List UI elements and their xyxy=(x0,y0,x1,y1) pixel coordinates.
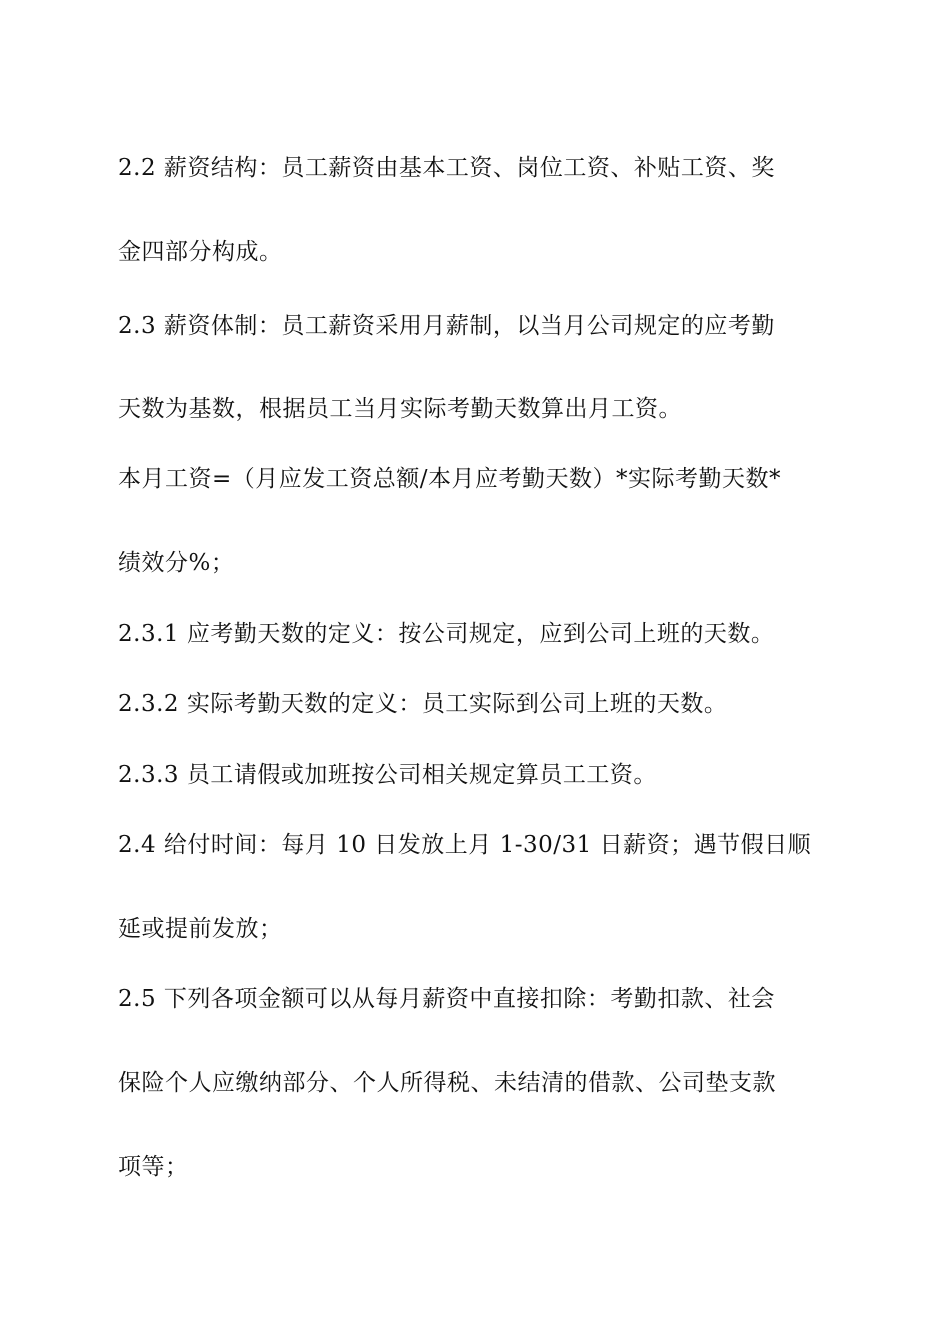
salary-formula-line-2: 绩效分%； xyxy=(118,550,235,576)
clause-2-2-line-1: 2.2 薪资结构：员工薪资由基本工资、岗位工资、补贴工资、奖 xyxy=(118,155,775,181)
clause-2-5-line-1: 2.5 下列各项金额可以从每月薪资中直接扣除：考勤扣款、社会 xyxy=(118,986,775,1012)
clause-2-3-1: 2.3.1 应考勤天数的定义：按公司规定，应到公司上班的天数。 xyxy=(118,621,775,647)
clause-2-3-2: 2.3.2 实际考勤天数的定义：员工实际到公司上班的天数。 xyxy=(118,691,728,717)
clause-2-5-line-3: 项等； xyxy=(118,1154,189,1180)
clause-2-4-line-2: 延或提前发放； xyxy=(118,916,283,942)
clause-2-4-line-1: 2.4 给付时间：每月 10 日发放上月 1-30/31 日薪资；遇节假日顺 xyxy=(118,832,812,858)
clause-2-3-line-2: 天数为基数，根据员工当月实际考勤天数算出月工资。 xyxy=(118,396,682,422)
clause-2-3-3: 2.3.3 员工请假或加班按公司相关规定算员工工资。 xyxy=(118,762,657,788)
clause-2-2-line-2: 金四部分构成。 xyxy=(118,239,283,265)
salary-formula-line-1: 本月工资=（月应发工资总额/本月应考勤天数）*实际考勤天数* xyxy=(118,466,782,492)
clause-2-5-line-2: 保险个人应缴纳部分、个人所得税、未结清的借款、公司垫支款 xyxy=(118,1070,776,1096)
clause-2-3-line-1: 2.3 薪资体制：员工薪资采用月薪制，以当月公司规定的应考勤 xyxy=(118,313,775,339)
